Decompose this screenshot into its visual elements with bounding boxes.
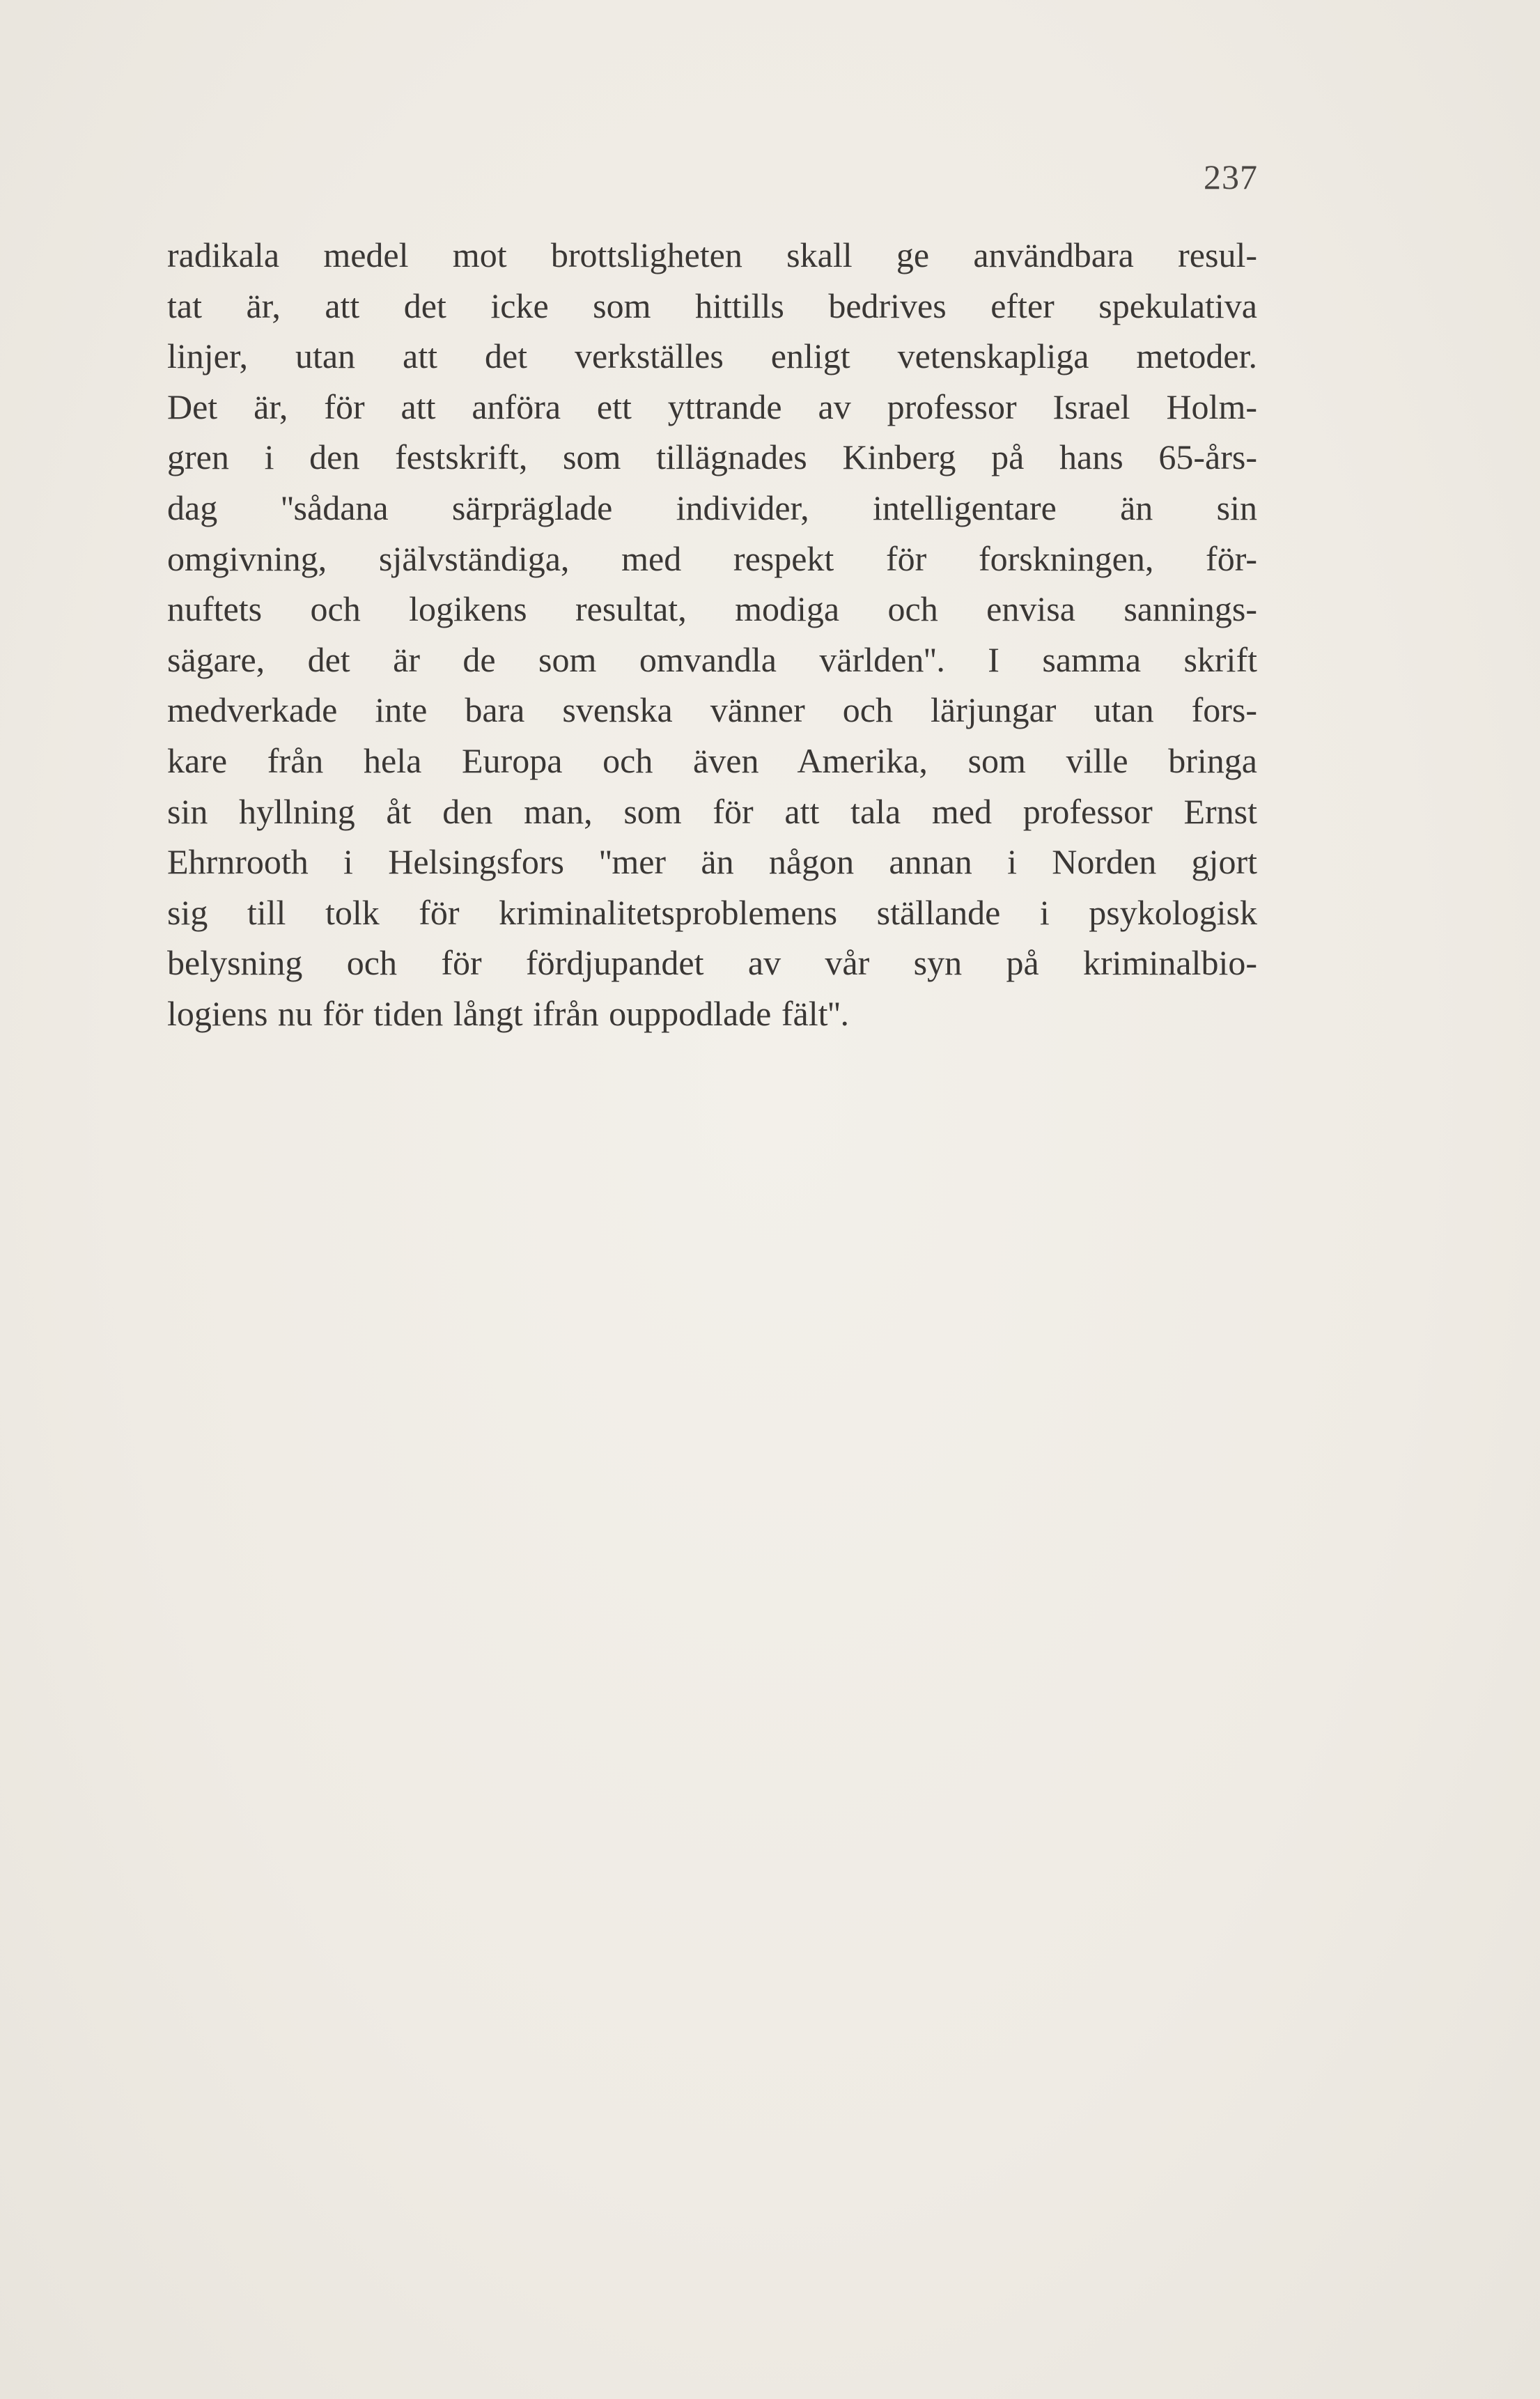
- text-line-9: sägare, det är de som omvandla världen''. I samma skrift: [167, 639, 1257, 679]
- text-line-6: dag ''sådana särpräglade individer, intelligentare än sin: [167, 488, 1257, 527]
- body-paragraph: [167, 230, 1257, 1039]
- text-line-7: omgivning, självständiga, med respekt för forskningen, för-: [167, 538, 1257, 578]
- page-number: 237: [1204, 157, 1258, 196]
- text-line-12: sin hyllning åt den man, som för att tala med professor Ernst: [167, 791, 1257, 831]
- text-line-2: tat är, att det icke som hittills bedrives efter spekulativa: [167, 286, 1257, 325]
- text-line-11: kare från hela Europa och även Amerika, som ville bringa: [167, 740, 1257, 780]
- text-line-3: linjer, utan att det verkställes enligt vetenskapliga metoder.: [167, 336, 1257, 376]
- text-line-4: Det är, för att anföra ett yttrande av professor Israel Holm-: [167, 387, 1257, 426]
- text-line-13: Ehrnrooth i Helsingsfors ''mer än någon annan i Norden gjort: [167, 842, 1257, 882]
- text-line-1: radikala medel mot brottsligheten skall ge användbara resul-: [167, 235, 1257, 274]
- text-line-15: belysning och för fördjupandet av vår syn på kriminalbio-: [167, 943, 1257, 983]
- text-line-16: logiens nu för tiden långt ifrån ouppodlade fält''.: [167, 993, 849, 1033]
- text-line-14: sig till tolk för kriminalitetsproblemens ställande i psykologisk: [167, 892, 1257, 932]
- text-line-10: medverkade inte bara svenska vänner och lärjungar utan fors-: [167, 690, 1257, 730]
- text-line-8: nuftets och logikens resultat, modiga och envisa sannings-: [167, 589, 1257, 629]
- text-line-5: gren i den festskrift, som tillägnades Kinberg på hans 65-års-: [167, 437, 1257, 477]
